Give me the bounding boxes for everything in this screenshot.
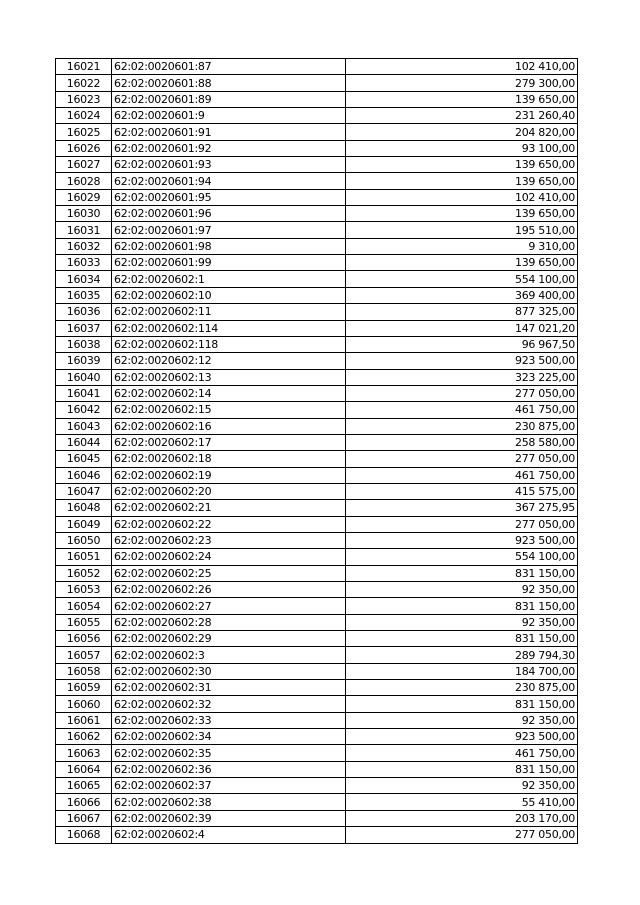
cadastral-number-cell: 62:02:0020601:87 <box>112 59 346 75</box>
value-cell: 92 350,00 <box>346 614 578 630</box>
row-number-cell: 16030 <box>56 206 112 222</box>
cadastral-number-cell: 62:02:0020602:15 <box>112 402 346 418</box>
value-cell: 139 650,00 <box>346 91 578 107</box>
value-cell: 102 410,00 <box>346 189 578 205</box>
row-number-cell: 16051 <box>56 549 112 565</box>
row-number-cell: 16054 <box>56 598 112 614</box>
row-number-cell: 16026 <box>56 140 112 156</box>
value-cell: 877 325,00 <box>346 304 578 320</box>
value-cell: 139 650,00 <box>346 173 578 189</box>
row-number-cell: 16035 <box>56 287 112 303</box>
table-row <box>56 565 578 581</box>
cadastral-number-cell: 62:02:0020602:36 <box>112 761 346 777</box>
cadastral-number-cell: 62:02:0020601:97 <box>112 222 346 238</box>
table-row <box>56 222 578 238</box>
cadastral-number-cell: 62:02:0020602:35 <box>112 745 346 761</box>
row-number-cell: 16053 <box>56 582 112 598</box>
value-cell: 554 100,00 <box>346 271 578 287</box>
row-number-cell: 16025 <box>56 124 112 140</box>
value-cell: 831 150,00 <box>346 631 578 647</box>
cadastral-number-cell: 62:02:0020602:3 <box>112 647 346 663</box>
row-number-cell: 16041 <box>56 385 112 401</box>
row-number-cell: 16038 <box>56 336 112 352</box>
cadastral-number-cell: 62:02:0020602:20 <box>112 483 346 499</box>
cadastral-number-cell: 62:02:0020602:114 <box>112 320 346 336</box>
table-row <box>56 614 578 630</box>
cadastral-number-cell: 62:02:0020602:18 <box>112 451 346 467</box>
row-number-cell: 16043 <box>56 418 112 434</box>
cadastral-number-cell: 62:02:0020602:30 <box>112 663 346 679</box>
cadastral-number-cell: 62:02:0020602:32 <box>112 696 346 712</box>
row-number-cell: 16047 <box>56 483 112 499</box>
table-row <box>56 631 578 647</box>
table-row <box>56 189 578 205</box>
cadastral-number-cell: 62:02:0020601:91 <box>112 124 346 140</box>
table-row <box>56 108 578 124</box>
row-number-cell: 16064 <box>56 761 112 777</box>
value-cell: 415 575,00 <box>346 483 578 499</box>
row-number-cell: 16037 <box>56 320 112 336</box>
value-cell: 923 500,00 <box>346 729 578 745</box>
cadastral-number-cell: 62:02:0020602:25 <box>112 565 346 581</box>
table-body <box>56 59 578 844</box>
value-cell: 369 400,00 <box>346 287 578 303</box>
table-row <box>56 810 578 826</box>
table-row <box>56 320 578 336</box>
value-cell: 277 050,00 <box>346 827 578 843</box>
table-row <box>56 794 578 810</box>
table-row <box>56 647 578 663</box>
table-row <box>56 483 578 499</box>
table-row <box>56 532 578 548</box>
row-number-cell: 16036 <box>56 304 112 320</box>
cadastral-number-cell: 62:02:0020602:28 <box>112 614 346 630</box>
cadastral-number-cell: 62:02:0020602:24 <box>112 549 346 565</box>
cadastral-number-cell: 62:02:0020602:37 <box>112 778 346 794</box>
cadastral-number-cell: 62:02:0020602:12 <box>112 353 346 369</box>
row-number-cell: 16067 <box>56 810 112 826</box>
table-row <box>56 434 578 450</box>
cadastral-number-cell: 62:02:0020602:27 <box>112 598 346 614</box>
table-row <box>56 516 578 532</box>
table-row <box>56 598 578 614</box>
value-cell: 323 225,00 <box>346 369 578 385</box>
table-row <box>56 369 578 385</box>
value-cell: 231 260,40 <box>346 108 578 124</box>
value-cell: 831 150,00 <box>346 598 578 614</box>
row-number-cell: 16059 <box>56 680 112 696</box>
cadastral-number-cell: 62:02:0020602:21 <box>112 500 346 516</box>
row-number-cell: 16055 <box>56 614 112 630</box>
value-cell: 92 350,00 <box>346 582 578 598</box>
value-cell: 277 050,00 <box>346 451 578 467</box>
value-cell: 554 100,00 <box>346 549 578 565</box>
table-row <box>56 271 578 287</box>
cadastral-number-cell: 62:02:0020601:88 <box>112 75 346 91</box>
table-row <box>56 206 578 222</box>
row-number-cell: 16045 <box>56 451 112 467</box>
value-cell: 230 875,00 <box>346 418 578 434</box>
cadastral-number-cell: 62:02:0020601:96 <box>112 206 346 222</box>
value-cell: 93 100,00 <box>346 140 578 156</box>
value-cell: 139 650,00 <box>346 206 578 222</box>
table-row <box>56 778 578 794</box>
cadastral-number-cell: 62:02:0020602:23 <box>112 532 346 548</box>
table-row <box>56 75 578 91</box>
value-cell: 461 750,00 <box>346 745 578 761</box>
value-cell: 55 410,00 <box>346 794 578 810</box>
row-number-cell: 16050 <box>56 532 112 548</box>
cadastral-number-cell: 62:02:0020602:31 <box>112 680 346 696</box>
row-number-cell: 16066 <box>56 794 112 810</box>
cadastral-number-cell: 62:02:0020602:29 <box>112 631 346 647</box>
table-row <box>56 91 578 107</box>
value-cell: 923 500,00 <box>346 353 578 369</box>
row-number-cell: 16040 <box>56 369 112 385</box>
value-cell: 461 750,00 <box>346 467 578 483</box>
value-cell: 831 150,00 <box>346 696 578 712</box>
cadastral-number-cell: 62:02:0020602:17 <box>112 434 346 450</box>
table-row <box>56 353 578 369</box>
value-cell: 230 875,00 <box>346 680 578 696</box>
cadastral-number-cell: 62:02:0020601:9 <box>112 108 346 124</box>
row-number-cell: 16024 <box>56 108 112 124</box>
cadastral-number-cell: 62:02:0020602:13 <box>112 369 346 385</box>
table-row <box>56 402 578 418</box>
row-number-cell: 16029 <box>56 189 112 205</box>
value-cell: 279 300,00 <box>346 75 578 91</box>
cadastral-number-cell: 62:02:0020602:26 <box>112 582 346 598</box>
cadastral-number-cell: 62:02:0020601:94 <box>112 173 346 189</box>
cadastral-number-cell: 62:02:0020602:33 <box>112 712 346 728</box>
row-number-cell: 16049 <box>56 516 112 532</box>
cadastral-number-cell: 62:02:0020601:92 <box>112 140 346 156</box>
cadastral-number-cell: 62:02:0020602:11 <box>112 304 346 320</box>
row-number-cell: 16048 <box>56 500 112 516</box>
value-cell: 184 700,00 <box>346 663 578 679</box>
table-row <box>56 124 578 140</box>
row-number-cell: 16044 <box>56 434 112 450</box>
row-number-cell: 16021 <box>56 59 112 75</box>
value-cell: 102 410,00 <box>346 59 578 75</box>
row-number-cell: 16022 <box>56 75 112 91</box>
row-number-cell: 16057 <box>56 647 112 663</box>
row-number-cell: 16065 <box>56 778 112 794</box>
row-number-cell: 16042 <box>56 402 112 418</box>
cadastral-number-cell: 62:02:0020602:118 <box>112 336 346 352</box>
row-number-cell: 16060 <box>56 696 112 712</box>
row-number-cell: 16034 <box>56 271 112 287</box>
row-number-cell: 16056 <box>56 631 112 647</box>
table-row <box>56 385 578 401</box>
cadastral-number-cell: 62:02:0020602:1 <box>112 271 346 287</box>
table-row <box>56 712 578 728</box>
table-row <box>56 336 578 352</box>
value-cell: 204 820,00 <box>346 124 578 140</box>
value-cell: 923 500,00 <box>346 532 578 548</box>
value-cell: 277 050,00 <box>346 385 578 401</box>
value-cell: 831 150,00 <box>346 761 578 777</box>
row-number-cell: 16033 <box>56 255 112 271</box>
cadastral-number-cell: 62:02:0020602:34 <box>112 729 346 745</box>
row-number-cell: 16061 <box>56 712 112 728</box>
table-row <box>56 140 578 156</box>
table-row <box>56 287 578 303</box>
value-cell: 461 750,00 <box>346 402 578 418</box>
table-row <box>56 745 578 761</box>
row-number-cell: 16063 <box>56 745 112 761</box>
row-number-cell: 16062 <box>56 729 112 745</box>
table-row <box>56 729 578 745</box>
table-row <box>56 549 578 565</box>
value-cell: 203 170,00 <box>346 810 578 826</box>
value-cell: 289 794,30 <box>346 647 578 663</box>
value-cell: 831 150,00 <box>346 565 578 581</box>
table-row <box>56 467 578 483</box>
value-cell: 96 967,50 <box>346 336 578 352</box>
value-cell: 277 050,00 <box>346 516 578 532</box>
row-number-cell: 16031 <box>56 222 112 238</box>
value-cell: 195 510,00 <box>346 222 578 238</box>
row-number-cell: 16032 <box>56 238 112 254</box>
value-cell: 139 650,00 <box>346 157 578 173</box>
table-row <box>56 304 578 320</box>
cadastral-number-cell: 62:02:0020602:10 <box>112 287 346 303</box>
table-row <box>56 418 578 434</box>
value-cell: 9 310,00 <box>346 238 578 254</box>
cadastral-number-cell: 62:02:0020601:99 <box>112 255 346 271</box>
row-number-cell: 16068 <box>56 827 112 843</box>
row-number-cell: 16058 <box>56 663 112 679</box>
value-cell: 92 350,00 <box>346 712 578 728</box>
row-number-cell: 16052 <box>56 565 112 581</box>
table-row <box>56 255 578 271</box>
value-cell: 139 650,00 <box>346 255 578 271</box>
cadastral-number-cell: 62:02:0020601:98 <box>112 238 346 254</box>
row-number-cell: 16028 <box>56 173 112 189</box>
row-number-cell: 16027 <box>56 157 112 173</box>
table-row <box>56 238 578 254</box>
table-row <box>56 500 578 516</box>
row-number-cell: 16023 <box>56 91 112 107</box>
cadastral-number-cell: 62:02:0020602:22 <box>112 516 346 532</box>
table-row <box>56 663 578 679</box>
cadastral-number-cell: 62:02:0020602:19 <box>112 467 346 483</box>
table-row <box>56 59 578 75</box>
value-cell: 147 021,20 <box>346 320 578 336</box>
table-row <box>56 696 578 712</box>
table-row <box>56 761 578 777</box>
table-row <box>56 173 578 189</box>
cadastral-number-cell: 62:02:0020602:38 <box>112 794 346 810</box>
cadastral-number-cell: 62:02:0020601:89 <box>112 91 346 107</box>
cadastral-value-table <box>55 58 578 844</box>
value-cell: 367 275,95 <box>346 500 578 516</box>
table-row <box>56 827 578 843</box>
table-row <box>56 680 578 696</box>
cadastral-number-cell: 62:02:0020602:4 <box>112 827 346 843</box>
cadastral-number-cell: 62:02:0020601:95 <box>112 189 346 205</box>
cadastral-number-cell: 62:02:0020602:39 <box>112 810 346 826</box>
table-row <box>56 582 578 598</box>
value-cell: 258 580,00 <box>346 434 578 450</box>
row-number-cell: 16046 <box>56 467 112 483</box>
value-cell: 92 350,00 <box>346 778 578 794</box>
cadastral-number-cell: 62:02:0020601:93 <box>112 157 346 173</box>
table-row <box>56 157 578 173</box>
row-number-cell: 16039 <box>56 353 112 369</box>
cadastral-number-cell: 62:02:0020602:14 <box>112 385 346 401</box>
cadastral-number-cell: 62:02:0020602:16 <box>112 418 346 434</box>
table-row <box>56 451 578 467</box>
